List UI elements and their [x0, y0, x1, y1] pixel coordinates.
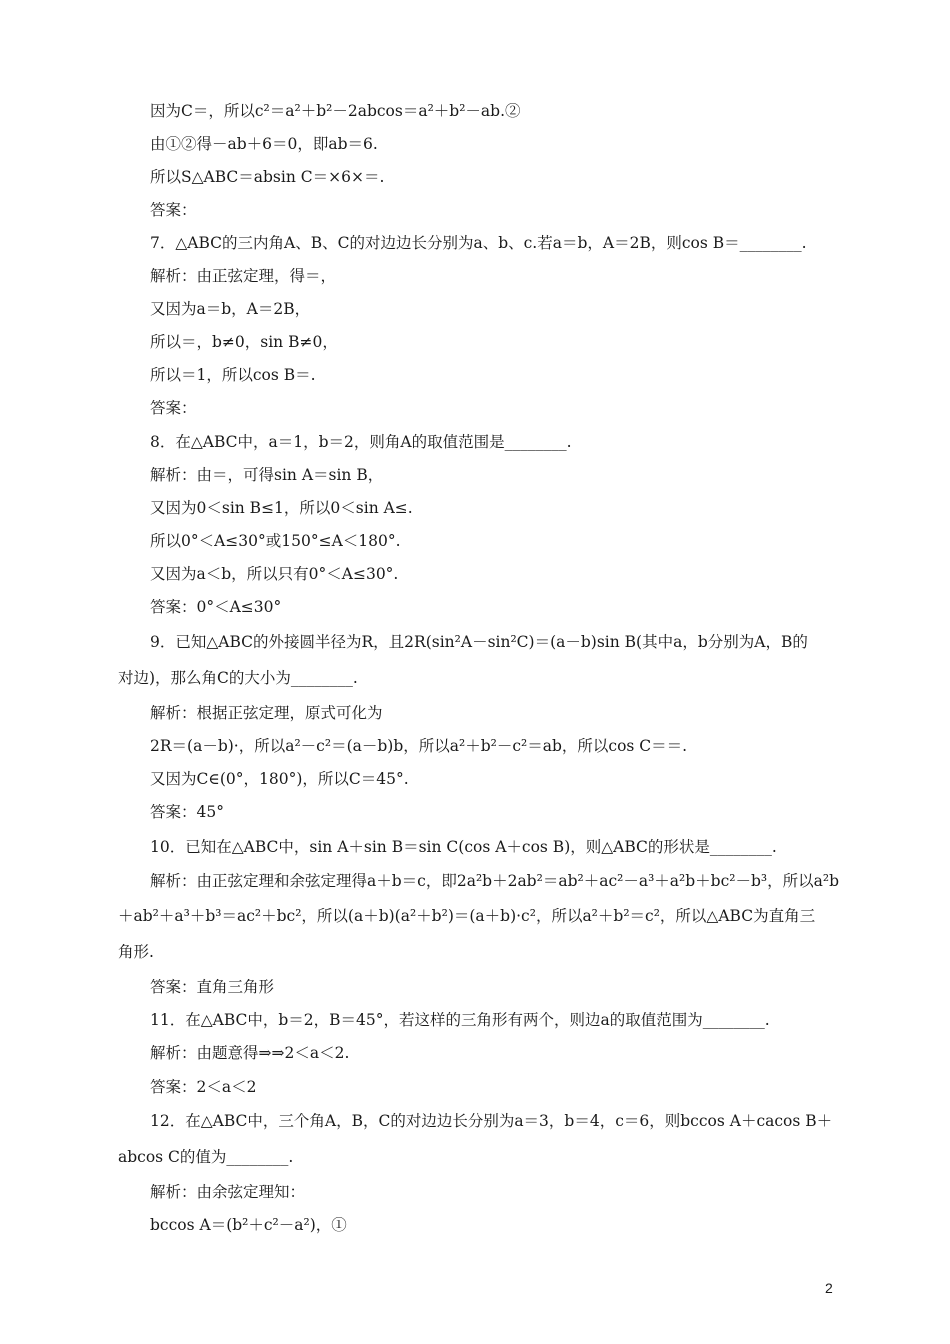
answer-label: 答案：	[150, 201, 197, 219]
text-line: 解析：由正弦定理和余弦定理得a＋b＝c，即2a²b＋2ab²＝ab²＋ac²－a³＋a²b＋bc²－b³，所以a²b	[150, 872, 839, 890]
text-line: 所以0°＜A≤30°或150°≤A＜180°.	[150, 532, 401, 550]
text-line: 所以＝，b≠0，sin B≠0，	[150, 333, 338, 351]
question-9: 9．已知△ABC的外接圆半径为R，且2R(sin²A－sin²C)＝(a－b)sin B(其中a，b分别为A，B的	[150, 633, 808, 651]
text-line: 所以＝1，所以cos B＝.	[150, 366, 316, 384]
text-line: 2R＝(a－b)·，所以a²－c²＝(a－b)b，所以a²＋b²－c²＝ab，所以cos C＝＝.	[150, 737, 688, 755]
answer-label: 答案：45°	[150, 803, 224, 821]
question-11: 11．在△ABC中，b＝2，B＝45°，若这样的三角形有两个，则边a的取值范围为________.	[150, 1011, 770, 1029]
text-line: ＋ab²＋a³＋b³＝ac²＋bc²，所以(a＋b)(a²＋b²)＝(a＋b)·c²，所以a²＋b²＝c²，所以△ABC为直角三	[118, 907, 816, 925]
text-line: 又因为a＜b，所以只有0°＜A≤30°.	[150, 565, 399, 583]
text-line: 所以S△ABC＝absin C＝×6×＝.	[150, 168, 385, 186]
text-line: 解析：由余弦定理知：	[150, 1183, 306, 1201]
question-12: 12．在△ABC中，三个角A，B，C的对边边长分别为a＝3，b＝4，c＝6，则bccos A＋cacos B＋	[150, 1112, 833, 1130]
text-line: 对边)，那么角C的大小为________.	[118, 669, 358, 687]
question-10: 10．已知在△ABC中，sin A＋sin B＝sin C(cos A＋cos B)，则△ABC的形状是________.	[150, 838, 777, 856]
question-7: 7．△ABC的三内角A、B、C的对边边长分别为a、b、c.若a＝b，A＝2B，则cos B＝________.	[150, 234, 807, 252]
answer-label: 答案：2＜a＜2	[150, 1078, 257, 1096]
answer-label: 答案：直角三角形	[150, 978, 275, 996]
text-line: 又因为a＝b，A＝2B，	[150, 300, 311, 318]
text-line: 又因为0＜sin B≤1，所以0＜sin A≤.	[150, 499, 413, 517]
text-line: 因为C＝，所以c²＝a²＋b²－2abcos＝a²＋b²－ab.②	[150, 102, 521, 120]
text-line: bccos A＝(b²＋c²－a²)，①	[150, 1216, 347, 1234]
answer-label: 答案：0°＜A≤30°	[150, 598, 282, 616]
text-line: abcos C的值为________.	[118, 1148, 294, 1166]
question-8: 8．在△ABC中，a＝1，b＝2，则角A的取值范围是________.	[150, 433, 572, 451]
page-number: 2	[825, 1280, 833, 1296]
answer-label: 答案：	[150, 399, 197, 417]
text-line: 解析：由正弦定理，得＝，	[150, 267, 337, 285]
text-line: 解析：由＝，可得sin A＝sin B，	[150, 466, 384, 484]
text-line: 解析：由题意得⇒⇒2＜a＜2.	[150, 1044, 350, 1062]
text-line: 由①②得－ab＋6＝0，即ab＝6.	[150, 135, 378, 153]
text-line: 解析：根据正弦定理，原式可化为	[150, 704, 383, 722]
text-line: 角形.	[118, 943, 154, 961]
text-line: 又因为C∈(0°，180°)，所以C＝45°.	[150, 770, 409, 788]
